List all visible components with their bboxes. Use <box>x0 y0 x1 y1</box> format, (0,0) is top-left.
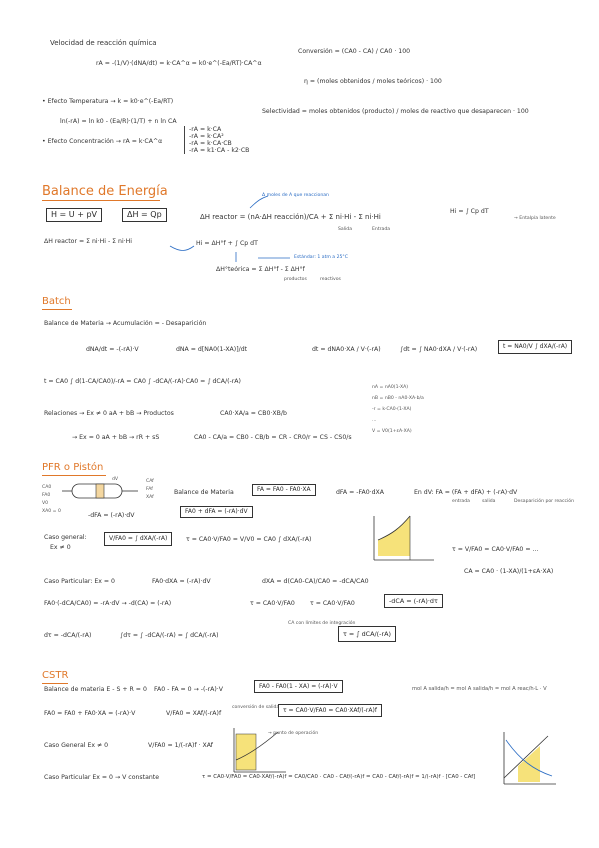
order-item: -rA = k·CA <box>189 126 222 133</box>
pfr-heading: PFR o Pistón <box>42 462 104 473</box>
pfr-salida: salida <box>482 499 496 504</box>
pfr-label: FAf <box>146 487 153 492</box>
pfr-dfa: dFA = -FA0·dXA <box>336 489 385 496</box>
batch-eq2: dNA = d[NA0(1-XA)]/dt <box>176 346 248 353</box>
pfr-fa-eq-box: FA0 + dFA = (-rA)·dV <box>180 506 253 518</box>
cstr-graph-right <box>498 730 558 790</box>
conversion-eq: Conversión = (CA0 - CA) / CA0 · 100 <box>298 48 411 55</box>
cstr-punto: → punto de operación <box>268 731 319 736</box>
cstr-tau-box: τ = CA0·V/FA0 = CA0·XAf/(-rA)f <box>278 704 382 717</box>
pfr-p6: dτ = -dCA/(-rA) <box>44 632 92 639</box>
batch-rel3: CA0 - CA/a = CB0 - CB/b = CR - CR0/r = CS - CS0/s <box>194 434 352 441</box>
batch-balance: Balance de Materia → Acumulación = - Desaparición <box>44 320 207 327</box>
cstr-conversion-note: conversión de salida <box>232 705 280 710</box>
pfr-underline <box>42 475 106 476</box>
pfr-p1: FA0·dXA = (-rA)·dV <box>152 578 211 585</box>
efecto-concentracion: • Efecto Concentración → rA = k·CA^α <box>42 138 163 145</box>
pfr-caso-particular: Caso Particular: Ex = 0 <box>44 578 115 585</box>
pfr-graph <box>366 512 436 572</box>
pfr-p7: ∫dτ = ∫ -dCA/(-rA) = ∫ dCA/(-rA) <box>120 632 219 639</box>
order-item: -rA = k1·CA - k2·CB <box>189 147 250 154</box>
salida-label: Salida <box>338 227 353 232</box>
pfr-p4: τ = CA0·V/FA0 <box>250 600 295 607</box>
pfr-fa-box: FA = FA0 - FA0·XA <box>252 484 316 496</box>
efecto-temperatura: • Efecto Temperatura → k = k0·e^(-Ea/RT) <box>42 98 174 105</box>
cstr-eq1: FA0 - FA = 0 → -(-rA)·V <box>154 686 223 693</box>
batch-underline <box>42 309 72 310</box>
cstr-heading: CSTR <box>42 670 69 681</box>
ln-equation: ln(-rA) = ln k0 - (Ea/R)·(1/T) + n ln CA <box>60 118 177 125</box>
order-list <box>184 126 249 154</box>
batch-t-eq: t = CA0 ∫ d(1-CA/CA0)/-rA = CA0 ∫ -dCA/(-rA)·CA0 = ∫ dCA/(-rA) <box>44 378 241 385</box>
reactivos-label: reactivos <box>320 277 341 282</box>
cstr-balance: Balance de materia E - S + R = 0 <box>44 686 147 693</box>
velocidad-title: Velocidad de reacción química <box>50 39 157 47</box>
pfr-label: XAf <box>146 495 154 500</box>
entrada-label: Entrada <box>372 227 391 232</box>
pfr-p5: τ = CA0·V/FA0 <box>310 600 355 607</box>
pfr-label: XA0 = 0 <box>42 509 61 514</box>
reactor-eq: ΔH reactor = (nA·ΔH reacción)/CA + Σ ni·Hi - Σ ni·Hi <box>200 213 381 221</box>
cstr-caso-general: Caso General Ex ≠ 0 <box>44 742 109 749</box>
pfr-dfa2: -dFA = (-rA)·dV <box>88 512 135 519</box>
pfr-balance: Balance de Materia <box>174 489 234 496</box>
teorica-eq: ΔH°teórica = Σ ΔH°f - Σ ΔH°f <box>216 266 305 273</box>
productos-label: productos <box>284 277 307 282</box>
pfr-right-eq2: CA = CA0 · (1-XA)/(1+εA·XA) <box>464 568 554 575</box>
side-item: nA = nA0(1-XA) <box>372 385 409 390</box>
entalpia-latente: → Entalpía latente <box>514 216 556 221</box>
pfr-reactor-icon <box>62 480 142 510</box>
batch-heading: Batch <box>42 296 71 307</box>
side-item: nB = nB0 - nA0·XA·b/a <box>372 396 424 401</box>
batch-relaciones: Relaciones → Ex ≠ 0 aA + bB → Productos <box>44 410 174 417</box>
pfr-p3: FA0·(-dCA/CA0) = -rA·dV → -d(CA) = (-rA) <box>44 600 172 607</box>
selectividad-eq: Selectividad = moles obtenidos (producto) / moles de reactivo que desaparecen · 100 <box>262 108 529 115</box>
reactor2-eq: ΔH reactor = Σ ni·Hi - Σ ni·Hi <box>44 238 133 245</box>
batch-rel2: → Ex = 0 aA + bB → rR + sS <box>72 434 160 441</box>
batch-eq1: dNA/dt = -(-rA)·V <box>86 346 139 353</box>
cstr-cg-eq: V/FA0 = 1/(-rA)f · XAf <box>148 742 213 749</box>
order-item: -rA = k·CA·CB <box>189 140 232 147</box>
pfr-eps: Ex ≠ 0 <box>50 544 71 551</box>
cstr-fa0: FA0 = FA0 + FA0·XA = (-rA)·V <box>44 710 136 717</box>
batch-result-box: t = NA0/V ∫ dXA/(-rA) <box>498 340 572 354</box>
pfr-label: CA0 <box>42 485 52 490</box>
side-item: V = V0(1+εA·XA) <box>372 429 412 434</box>
hi-eq: Hi = ∫ Cp dT <box>450 208 489 215</box>
cstr-units: mol A salida/h = mol A salida/h = mol A reac/h·L · V <box>412 686 547 692</box>
batch-eq3: dt = dNA0·XA / V·(-rA) <box>312 346 381 353</box>
pfr-label: V0 <box>42 501 49 506</box>
estandar-note: Estándar: 1 atm a 25°C <box>294 255 348 260</box>
cstr-underline <box>42 683 68 684</box>
batch-eq4: ∫dt = ∫ NA0·dXA / V·(-rA) <box>400 346 478 353</box>
pfr-box-eq2: τ = ∫ dCA/(-rA) <box>338 626 396 642</box>
cstr-cp-eq: τ = CA0·V/FA0 = CA0·XAf/(-rA)f = CA0/CA0 · CA0 - CAf/(-rA)f = CA0 - CAf/(-rA)f = 1/(-rA)f · [CA0 - CAf] <box>202 774 476 780</box>
pfr-int-box: V/FA0 = ∫ dXA/(-rA) <box>104 532 172 546</box>
pfr-p2: dXA = d(CA0-CA)/CA0 = -dCA/CA0 <box>262 578 369 585</box>
pfr-caso-general: Caso general: <box>44 534 87 541</box>
rate-equation: rA = -(1/V)·(dNA/dt) = k·CA^α = k0·e^(-Ea/RT)·CA^α <box>96 60 262 67</box>
cstr-caso-particular: Caso Particular Ex = 0 → V constante <box>44 774 160 781</box>
pfr-tau: τ = CA0·V/FA0 = V/V0 = CA0 ∫ dXA/(-rA) <box>186 536 312 543</box>
side-item: -r = k·CA0·(1-XA) <box>372 407 412 412</box>
energia-heading: Balance de Energía <box>42 184 168 199</box>
pfr-en-dv: En dV: FA = (FA + dFA) + (-rA)·dV <box>414 489 518 496</box>
dh-eq-box: ΔH = Qp <box>122 208 167 222</box>
order-item: -rA = k·CA² <box>189 133 224 140</box>
hi2-eq: Hi = ΔH°f + ∫ Cp dT <box>196 240 258 247</box>
pfr-desaparicion: Desaparición por reacción <box>514 499 575 504</box>
blue-note: Δ moles de A que reaccionan <box>262 193 329 198</box>
pfr-box-eq: -dCA = (-rA)·dτ <box>384 594 443 608</box>
pfr-label: FA0 <box>42 493 51 498</box>
pfr-right-eq: τ = V/FA0 = CA0·V/FA0 = ... <box>452 546 539 553</box>
pfr-dv-label: dV <box>112 477 119 482</box>
side-item: ... <box>372 418 377 423</box>
pfr-note: CA con límites de integración <box>288 621 356 626</box>
batch-side-list <box>372 382 424 437</box>
batch-rel1: CA0·XA/a = CB0·XB/b <box>220 410 287 417</box>
energia-underline <box>42 200 160 201</box>
h-eq-box: H = U + pV <box>46 208 102 222</box>
pfr-entrada: entrada <box>452 499 470 504</box>
cstr-v-eq: V/FA0 = XAf/(-rA)f <box>166 710 222 717</box>
rendimiento-eq: η = (moles obtenidos / moles teóricos) · 100 <box>304 78 442 85</box>
cstr-box-eq: FA0 - FA0(1 - XA) = (-rA)·V <box>254 680 343 693</box>
pfr-label: CAf <box>146 479 154 484</box>
